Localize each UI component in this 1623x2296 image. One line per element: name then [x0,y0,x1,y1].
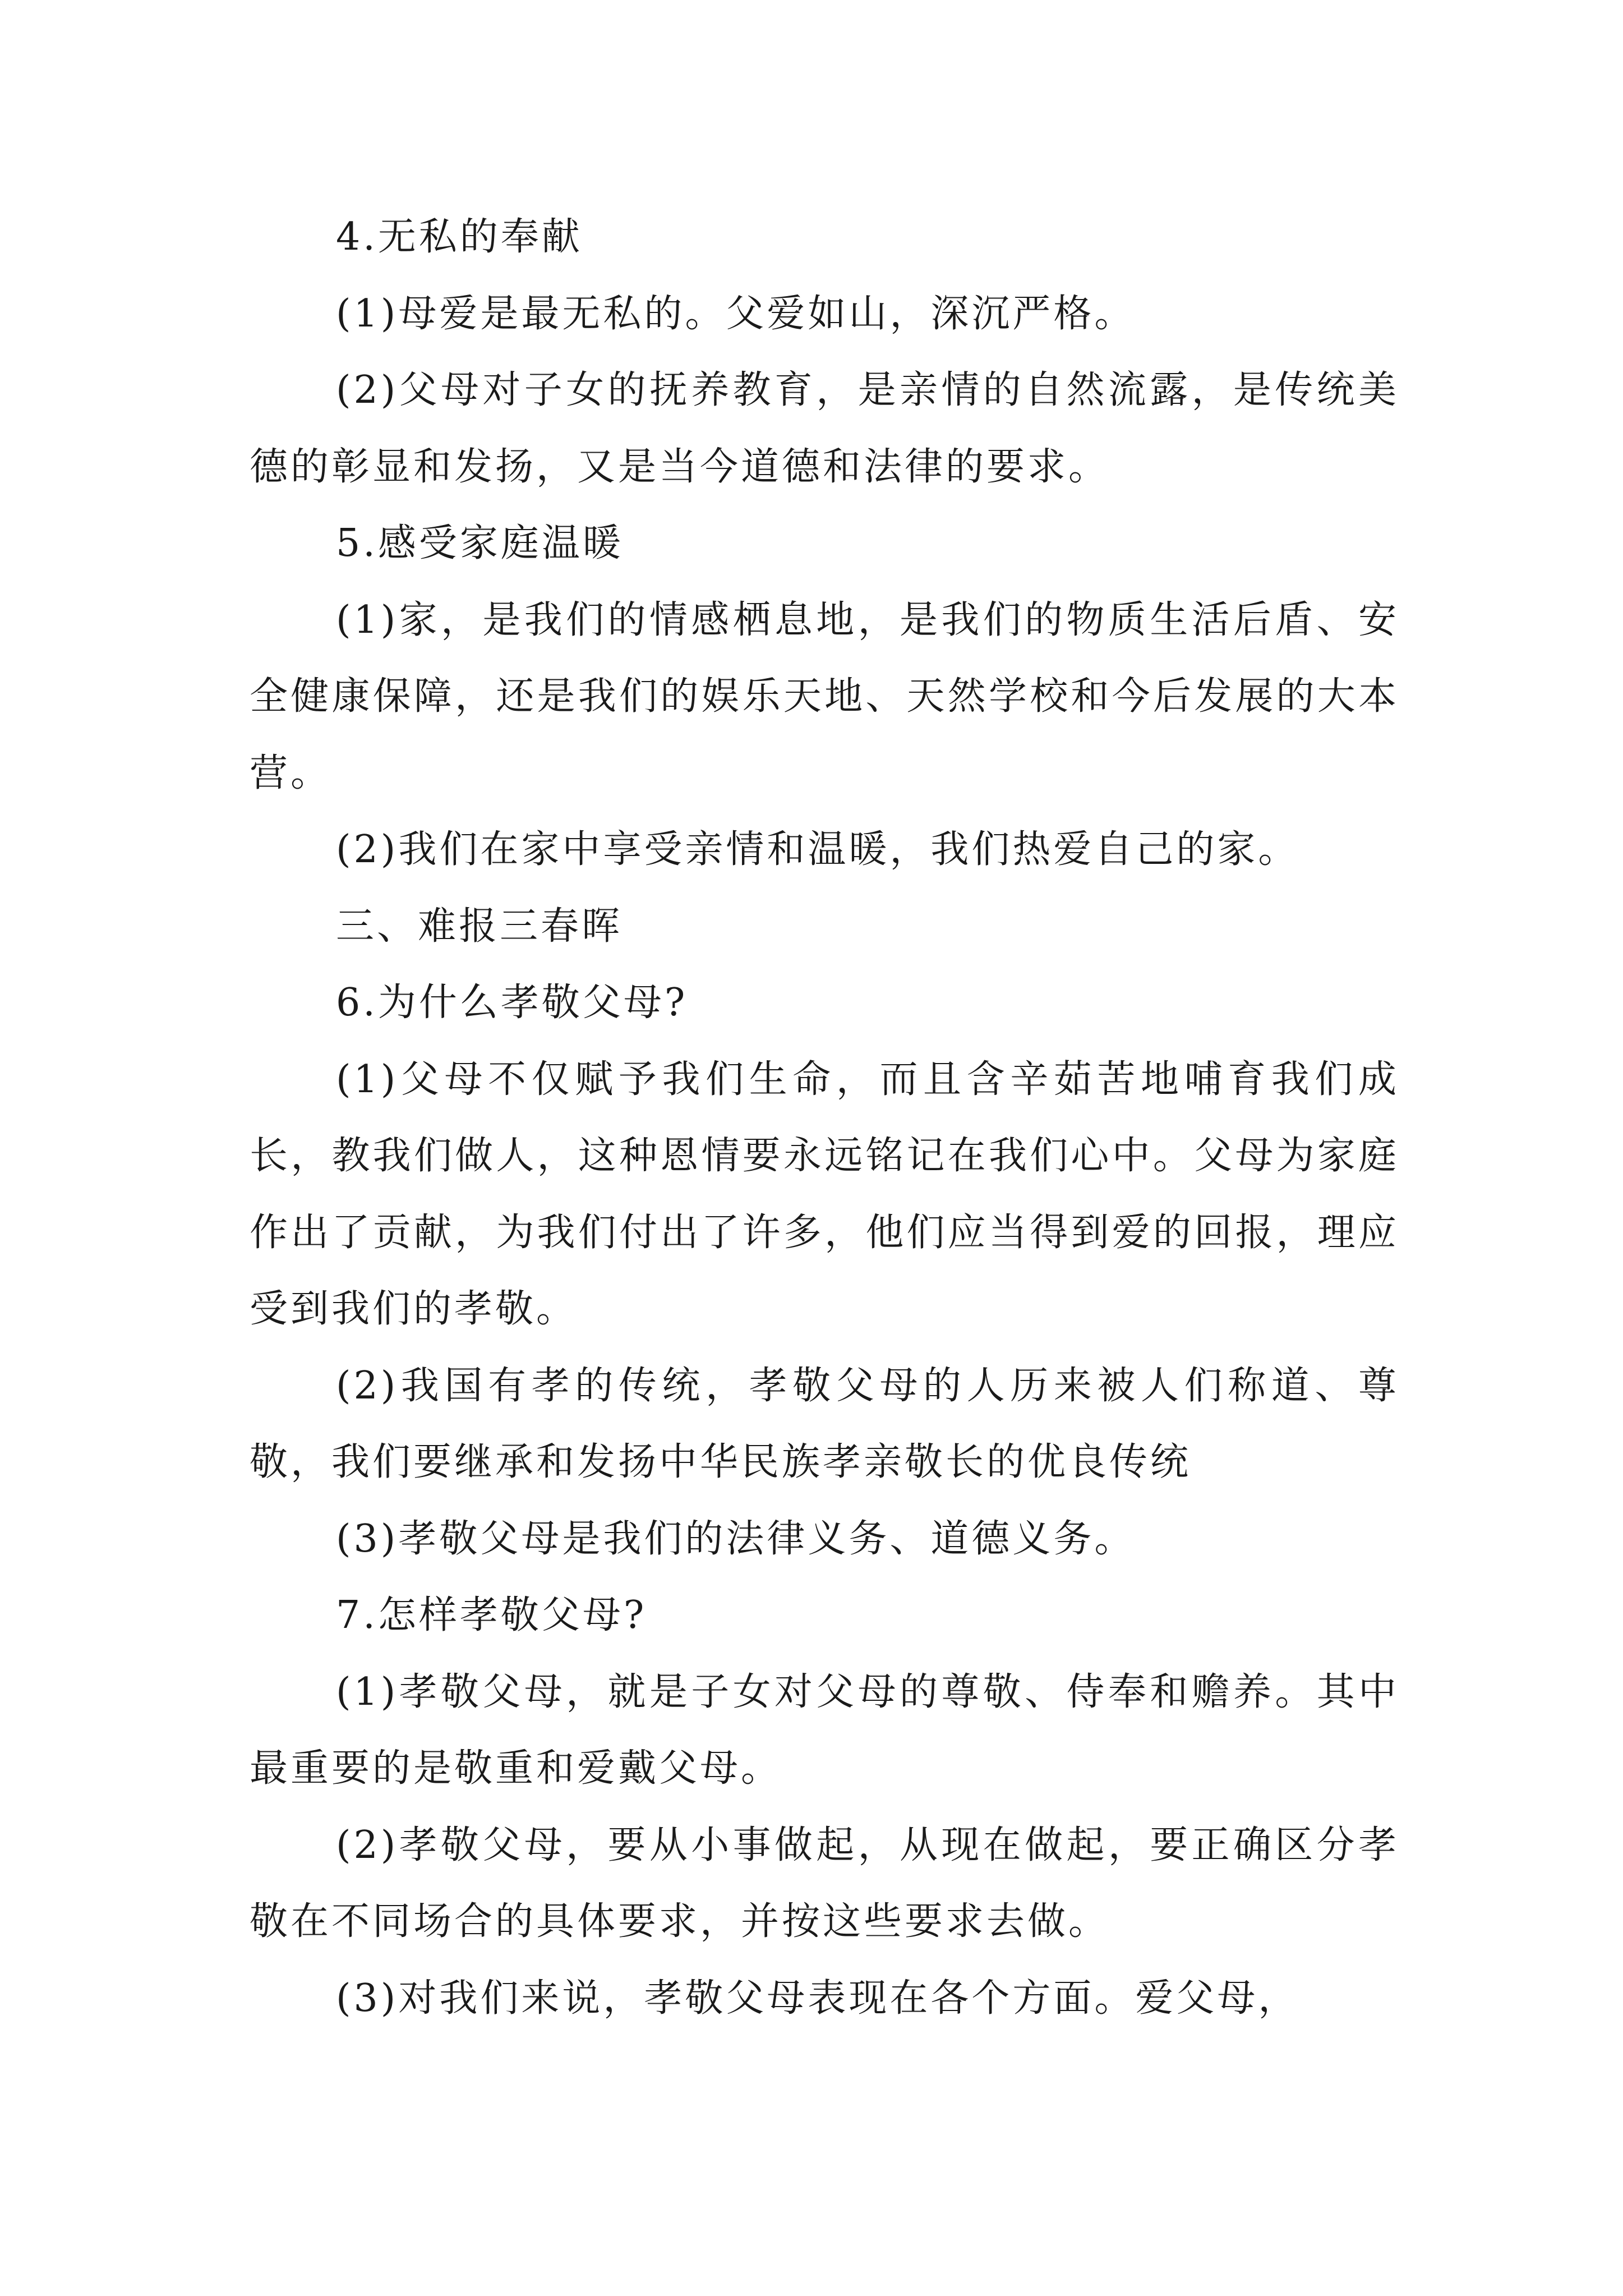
paragraph: (1)孝敬父母，就是子女对父母的尊敬、侍奉和赡养。其中最重要的是敬重和爱戴父母。 [250,1669,1399,1791]
paragraph: (1)家，是我们的情感栖息地，是我们的物质生活后盾、安全健康保障，还是我们的娱乐天地、天然学校和今后发展的大本营。 [250,597,1399,795]
paragraph: (1)母爱是最无私的。父爱如山，深沉严格。 [336,291,1136,336]
heading-why-filial: 6.为什么孝敬父母? [336,981,688,1025]
paragraph: (2)我国有孝的传统，孝敬父母的人历来被人们称道、尊敬，我们要继承和发扬中华民族孝亲敬长的优良传统 [250,1363,1399,1484]
paragraph: (2)父母对子女的抚养教育，是亲情的自然流露，是传统美德的彰显和发扬，又是当今道德和法律的要求。 [250,368,1399,489]
paragraph: (3)孝敬父母是我们的法律义务、道德义务。 [336,1516,1136,1561]
paragraph: (2)我们在家中享受亲情和温暖，我们热爱自己的家。 [336,827,1299,872]
heading-selfless-dedication: 4.无私的奉献 [336,215,583,259]
heading-family-warmth: 5.感受家庭温暖 [336,521,624,565]
paragraph: (2)孝敬父母，要从小事做起，从现在做起，要正确区分孝敬在不同场合的具体要求，并按这些要求去做。 [250,1823,1399,1944]
heading-how-filial: 7.怎样孝敬父母? [336,1593,647,1637]
section-heading: 三、难报三春晖 [336,904,623,949]
paragraph: (1)父母不仅赋予我们生命，而且含辛茹苦地哺育我们成长，教我们做人，这种恩情要永远铭记在我们心中。父母为家庭作出了贡献，为我们付出了许多，他们应当得到爱的回报，理应受到我们的孝敬。 [250,1057,1399,1331]
document-body [250,199,1399,2037]
paragraph: (3)对我们来说，孝敬父母表现在各个方面。爱父母， [336,1976,1299,2021]
